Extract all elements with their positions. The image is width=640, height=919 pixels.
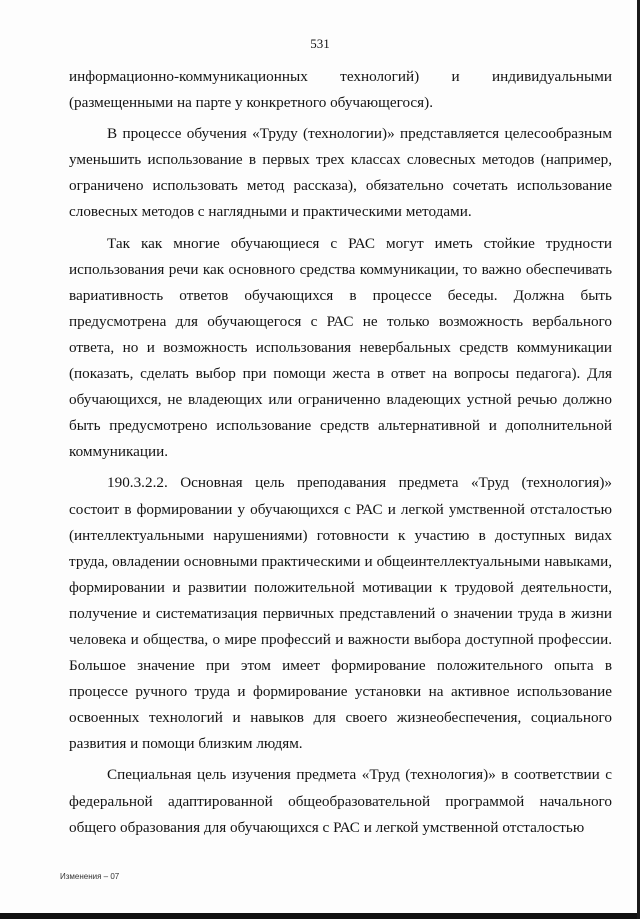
body-text	[69, 64, 612, 841]
paragraph-continuation: информационно-коммуникационных технологий) и индивидуальными (размещенными на парте у конкретного обучающегося).	[69, 68, 612, 112]
paragraph-methods: В процессе обучения «Труду (технологии)» представляется целесообразным уменьшить использование в первых трех классах словесных методов (например, ограничено использовать метод рассказа), обязательно сочетать использование словесных методов с наглядными и практическими методами.	[69, 125, 612, 221]
scan-edge-bottom	[0, 913, 640, 919]
paragraph-special-goal: Специальная цель изучения предмета «Труд (технология)» в соответствии с федеральной адаптированной общеобразовательной программой начального общего образования для обучающихся с РАС и легкой умственной отсталостью	[69, 766, 612, 836]
paragraph-main-goal: 190.3.2.2. Основная цель преподавания предмета «Труд (технология)» состоит в формировании у обучающихся с РАС и легкой умственной отсталостью (интеллектуальными нарушениями) готовности к участию в доступных видах труда, овладении основными практическими и общеинтеллектуальными навыками, формировании и развитии положительной мотивации к трудовой деятельности, получение и систематизация первичных представлений о значении труда в жизни человека и общества, о мире профессий и важности выбора доступной профессии. Большое значение при этом имеет формирование положительного опыта в процессе ручного труда и формирование установки на активное использование освоенных технологий и навыков для своего жизнеобеспечения, социального развития и помощи близким людям.	[69, 474, 612, 753]
page-number: 531	[310, 36, 330, 51]
footer-revision: Изменения – 07	[60, 872, 120, 881]
paragraph-communication: Так как многие обучающиеся с РАС могут иметь стойкие трудности использования речи как основного средства коммуникации, то важно обеспечивать вариативность ответов обучающихся в процессе беседы. Должна быть предусмотрена для обучающегося с РАС не только возможность вербального ответа, но и возможность использования невербальных средств коммуникации (показать, сделать выбор при помощи жеста в ответ на вопросы педагога). Для обучающихся, не владеющих или ограниченно владеющих устной речью должно быть предусмотрено использование средств альтернативной и дополнительной коммуникации.	[69, 234, 612, 461]
